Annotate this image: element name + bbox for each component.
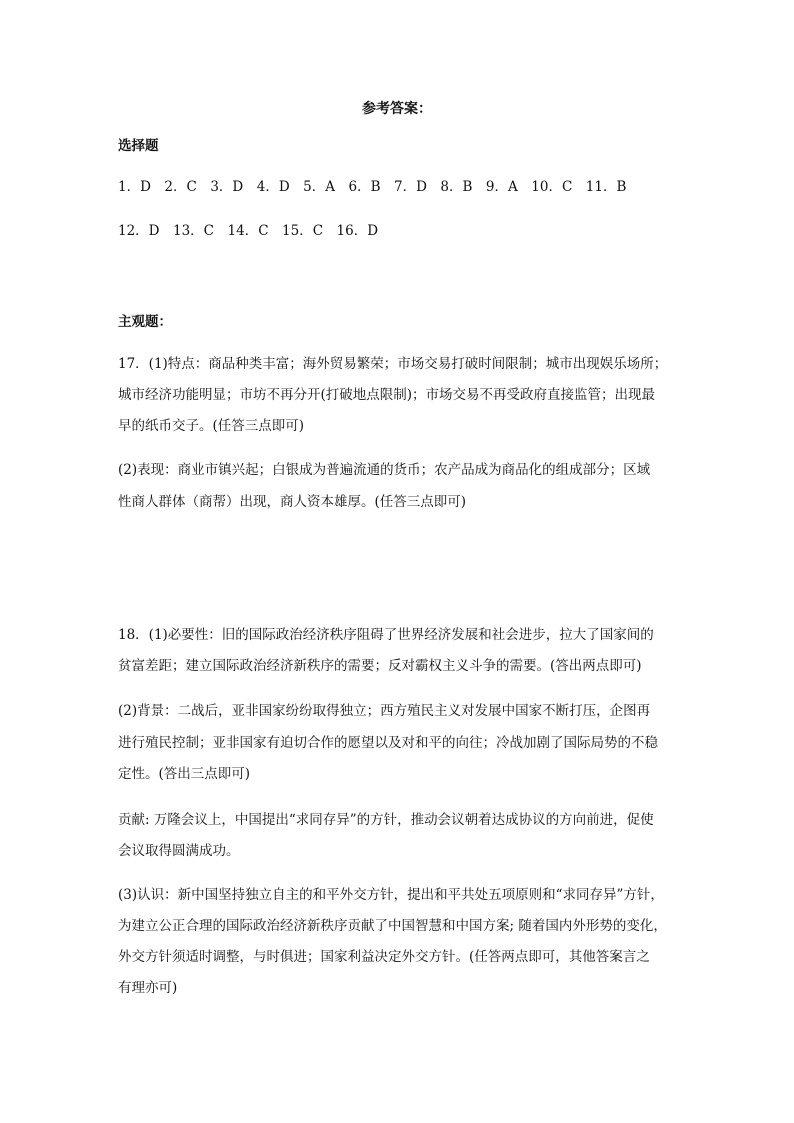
q18-p4-line-2: 为建立公正合理的国际政治经济新秩序贡献了中国智慧和中国方案; 随着国内外形势的变化， [118, 918, 667, 934]
q18-p2-line-3: 定性。(答出三点即可) [118, 766, 251, 782]
page-title: 参考答案： [362, 101, 432, 117]
q18-p3-line-1: 贡献: 万隆会议上，中国提出“求同存异”的方针，推动会议朝着达成协议的方向前进，促使 [118, 812, 654, 828]
subjective-heading: 主观题： [118, 314, 172, 330]
choice-answers-row-2: 12．D 13．C 14．C 15．C 16．D [118, 223, 379, 239]
q17-p2-line-1: (2)表现：商业市镇兴起；白银成为普遍流通的货币；农产品成为商品化的组成部分；区域 [118, 462, 651, 478]
q18-p3-line-2: 会议取得圆满成功。 [118, 843, 240, 859]
q18-p1-line-1: 18．(1)必要性：旧的国际政治经济秩序阻碍了世界经济发展和社会进步，拉大了国家间的 [118, 627, 654, 643]
q18-p4-line-3: 外交方针须适时调整，与时俱进；国家利益决定外交方针。(任答两点即可，其他答案言之 [118, 949, 650, 965]
q18-p2-line-1: (2)背景：二战后，亚非国家纷纷取得独立；西方殖民主义对发展中国家不断打压，企图再 [118, 703, 651, 719]
q17-p1-line-1: 17．(1)特点：商品种类丰富；海外贸易繁荣；市场交易打破时间限制；城市出现娱乐场所； [118, 356, 668, 372]
q18-p4-line-1: (3)认识：新中国坚持独立自主的和平外交方针，提出和平共处五项原则和“求同存异”方针， [118, 887, 664, 903]
q18-p4-line-4: 有理亦可) [118, 980, 178, 996]
q17-p1-line-2: 城市经济功能明显；市坊不再分开(打破地点限制)；市场交易不再受政府直接监管；出现最 [118, 387, 656, 403]
q18-p1-line-2: 贫富差距；建立国际政治经济新秩序的需要；反对霸权主义斗争的需要。(答出两点即可) [118, 658, 642, 674]
q17-p2-line-2: 性商人群体（商帮）出现，商人资本雄厚。(任答三点即可) [118, 494, 467, 510]
choice-heading: 选择题 [118, 138, 159, 154]
q17-p1-line-3: 早的纸币交子。(任答三点即可) [118, 418, 305, 434]
q18-p2-line-2: 进行殖民控制；亚非国家有迫切合作的愿望以及对和平的向往；冷战加剧了国际局势的不稳 [118, 735, 658, 751]
choice-answers-row-1: 1．D 2．C 3．D 4．D 5．A 6．B 7．D 8．B 9．A 10．C 11．B [118, 179, 627, 195]
